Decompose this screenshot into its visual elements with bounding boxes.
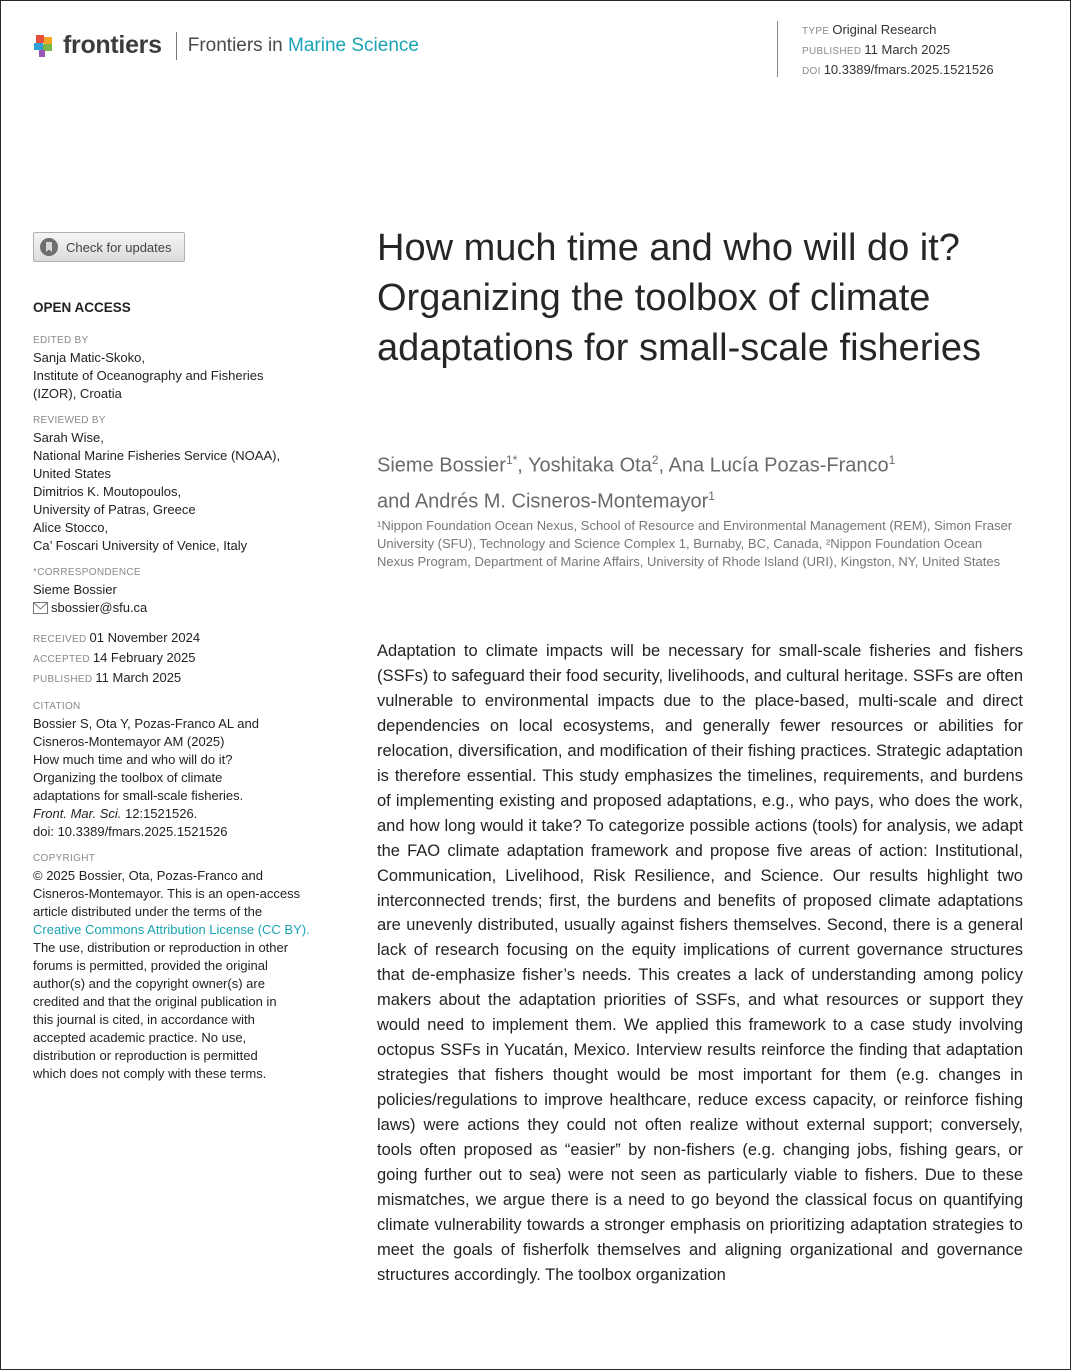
author-name[interactable]: Ana Lucía Pozas-Franco — [668, 454, 889, 477]
citation-line: Bossier S, Ota Y, Pozas-Franco AL and — [33, 716, 259, 731]
received-row — [33, 629, 333, 649]
reviewed-by — [33, 429, 333, 555]
article-meta — [777, 21, 994, 77]
meta-type-value: Original Research — [832, 22, 937, 37]
copyright-line: this journal is cited, in accordance with — [33, 1012, 255, 1027]
author-list — [377, 445, 1037, 516]
received-label: RECEIVED — [33, 634, 87, 645]
correspondence-email[interactable]: sbossier@sfu.ca — [51, 600, 148, 615]
journal-name[interactable] — [188, 35, 419, 57]
author-separator: , — [658, 454, 669, 477]
affiliations: ¹Nippon Foundation Ocean Nexus, School of Resource and Environmental Management (REM), Simon Fraser University (SFU), Technology and Science Complex 1, Burnaby, BC, Canada, ²Nippon Foundation Ocean Nexus Program, Department of Marine Affairs, University of Rhode Island (URI), Kingston, NY, United States — [377, 518, 1013, 569]
author-name[interactable]: Andrés M. Cisneros-Montemayor — [414, 490, 709, 513]
accepted-row — [33, 649, 333, 669]
meta-published-label: PUBLISHED — [802, 46, 862, 57]
frontiers-logo[interactable] — [33, 31, 419, 60]
copyright-label: COPYRIGHT — [33, 853, 96, 864]
edited-by — [33, 349, 333, 403]
correspondence-name: Sieme Bossier — [33, 582, 117, 597]
accepted-label: ACCEPTED — [33, 654, 90, 665]
article-title: How much time and who will do it? Organizing the toolbox of climate adaptations for small-scale fisheries — [377, 227, 982, 369]
author-affiliation-mark: 1 — [708, 488, 715, 503]
envelope-icon — [33, 602, 48, 614]
meta-doi-label: DOI — [802, 66, 821, 77]
published-row — [33, 669, 333, 689]
logo-block-2 — [44, 37, 52, 44]
open-access-label: OPEN ACCESS — [33, 300, 131, 315]
logo-divider — [176, 32, 177, 60]
author-affiliation-mark: 2 — [651, 453, 659, 467]
cc-by-license-link[interactable]: Creative Commons Attribution License (CC BY). — [33, 922, 310, 937]
citation-label: CITATION — [33, 701, 81, 712]
citation — [33, 715, 333, 841]
abstract: Adaptation to climate impacts will be necessary for small-scale fisheries and fishers (SSFs) to safeguard their food security, livelihoods, and cultural heritage. SSFs are often vulnerable to environmental impacts due to the place-based, multi-scale and direct dependencies on local ecosystems, and generally fewer resources or abilities for relocation, diversification, and modification of their fishing practices. Strategic adaptation is therefore essential. This study emphasizes the timelines, requirements, and burdens of implementing existing and proposed adaptations, e.g., who pays, who does the work, and how long would it take? To categorize possible actions (tools) for analysis, we adapt the FAO climate adaptation framework and propose five areas of action: Institutional, Communication, Livelihood, Risk Resilience, and Science. Our results highlight two interconnected trends; first, the burdens and benefits of proposed climate adaptations are unevenly distributed, usually against fishers themselves. Second, there is a general lack of research focusing on the equity implications of current governance structures that de-emphasize fisher’s needs. This creates a lack of understanding among policy makers about the adaptation priorities of SSFs, and what resources or support they would need to implement them. We applied this framework to a case study involving octopus SSFs in Yucatán, Mexico. Interview results reinforce the finding that adaptation strategies that fishers thought would be most important for them (e.g. changes in policies/regulations to improve healthcare, reduce excess capacity, or reinforce fishing laws) were actions they could not often realize without external support; conversely, tools often proposed as “easier” by non-fishers (e.g. changing jobs, fishing gears, or going further out to sea) were not seen as particularly viable to fishers. Due to these mismatches, we argue there is a need to go beyond the classical focus on quantifying climate vulnerability towards a stronger emphasis on prioritizing adaptation strategies to meet the goals of fisherfolk themselves and aligning organizational and governance structures accordingly. The toolbox organization — [377, 642, 1023, 1284]
author-name[interactable]: Yoshitaka Ota — [528, 454, 652, 477]
published-value: 11 March 2025 — [95, 670, 182, 685]
accepted-value: 14 February 2025 — [92, 650, 196, 665]
edited-by-line: Institute of Oceanography and Fisheries — [33, 368, 264, 383]
edited-by-label: EDITED BY — [33, 335, 89, 346]
reviewed-by-line: University of Patras, Greece — [33, 502, 196, 517]
reviewed-by-line: Ca’ Foscari University of Venice, Italy — [33, 538, 248, 553]
edited-by-line: Sanja Matic-Skoko, — [33, 350, 145, 365]
edited-by-line: (IZOR), Croatia — [33, 386, 122, 401]
citation-journal-line — [33, 805, 333, 823]
meta-doi-value[interactable]: 10.3389/fmars.2025.1521526 — [823, 62, 994, 77]
author-separator: , — [517, 454, 529, 477]
citation-volume: 12:1521526. — [125, 806, 198, 821]
brand-name: frontiers — [63, 31, 162, 59]
received-value: 01 November 2024 — [89, 630, 201, 645]
correspondence-label: *CORRESPONDENCE — [33, 567, 141, 578]
copyright-line: credited and that the original publication in — [33, 994, 277, 1009]
reviewed-by-line: United States — [33, 466, 112, 481]
reviewed-by-line: Sarah Wise, — [33, 430, 104, 445]
reviewed-by-line: Alice Stocco, — [33, 520, 109, 535]
journal-prefix: Frontiers in — [187, 34, 283, 56]
meta-doi — [802, 61, 994, 81]
email-row[interactable] — [33, 599, 333, 617]
logo-block-1 — [36, 35, 44, 43]
logo-block-3 — [34, 43, 43, 50]
meta-type — [802, 21, 994, 41]
reviewed-by-label: REVIEWED BY — [33, 415, 106, 426]
citation-journal: Front. Mar. Sci. — [33, 806, 122, 821]
citation-line: Organizing the toolbox of climate — [33, 770, 223, 785]
copyright — [33, 867, 333, 1083]
reviewed-by-line: Dimitrios K. Moutopoulos, — [33, 484, 182, 499]
published-label: PUBLISHED — [33, 674, 93, 685]
citation-doi[interactable]: doi: 10.3389/fmars.2025.1521526 — [33, 824, 228, 839]
sidebar — [33, 299, 333, 1083]
dates — [33, 629, 333, 689]
check-for-updates-label: Check for updates — [66, 239, 172, 255]
citation-line: Cisneros-Montemayor AM (2025) — [33, 734, 225, 749]
reviewed-by-line: National Marine Fisheries Service (NOAA), — [33, 448, 281, 463]
copyright-line: article distributed under the terms of the — [33, 904, 263, 919]
copyright-line: The use, distribution or reproduction in other — [33, 940, 289, 955]
author-affiliation-mark: 1* — [505, 453, 518, 467]
correspondence — [33, 581, 333, 617]
copyright-line: accepted academic practice. No use, — [33, 1030, 247, 1045]
journal-field: Marine Science — [288, 34, 419, 56]
citation-line: How much time and who will do it? — [33, 752, 233, 767]
copyright-line: Cisneros-Montemayor. This is an open-access — [33, 886, 301, 901]
citation-line: adaptations for small-scale fisheries. — [33, 788, 244, 803]
author-affiliation-mark: 1 — [888, 453, 896, 467]
copyright-line: distribution or reproduction is permitted — [33, 1048, 258, 1063]
author-and: and — [377, 490, 415, 513]
meta-type-label: TYPE — [802, 26, 830, 37]
logo-block-4 — [43, 44, 52, 51]
copyright-line: author(s) and the copyright owner(s) are — [33, 976, 265, 991]
logo-block-5 — [39, 50, 45, 57]
meta-published — [802, 41, 994, 61]
check-for-updates-button[interactable] — [33, 232, 185, 262]
frontiers-logo-icon — [33, 33, 59, 59]
copyright-line: © 2025 Bossier, Ota, Pozas-Franco and — [33, 868, 263, 883]
copyright-line: which does not comply with these terms. — [33, 1066, 267, 1081]
author-name[interactable]: Sieme Bossier — [377, 454, 506, 477]
bookmark-icon — [39, 237, 59, 257]
copyright-line: forums is permitted, provided the original — [33, 958, 268, 973]
meta-published-value: 11 March 2025 — [864, 42, 951, 57]
